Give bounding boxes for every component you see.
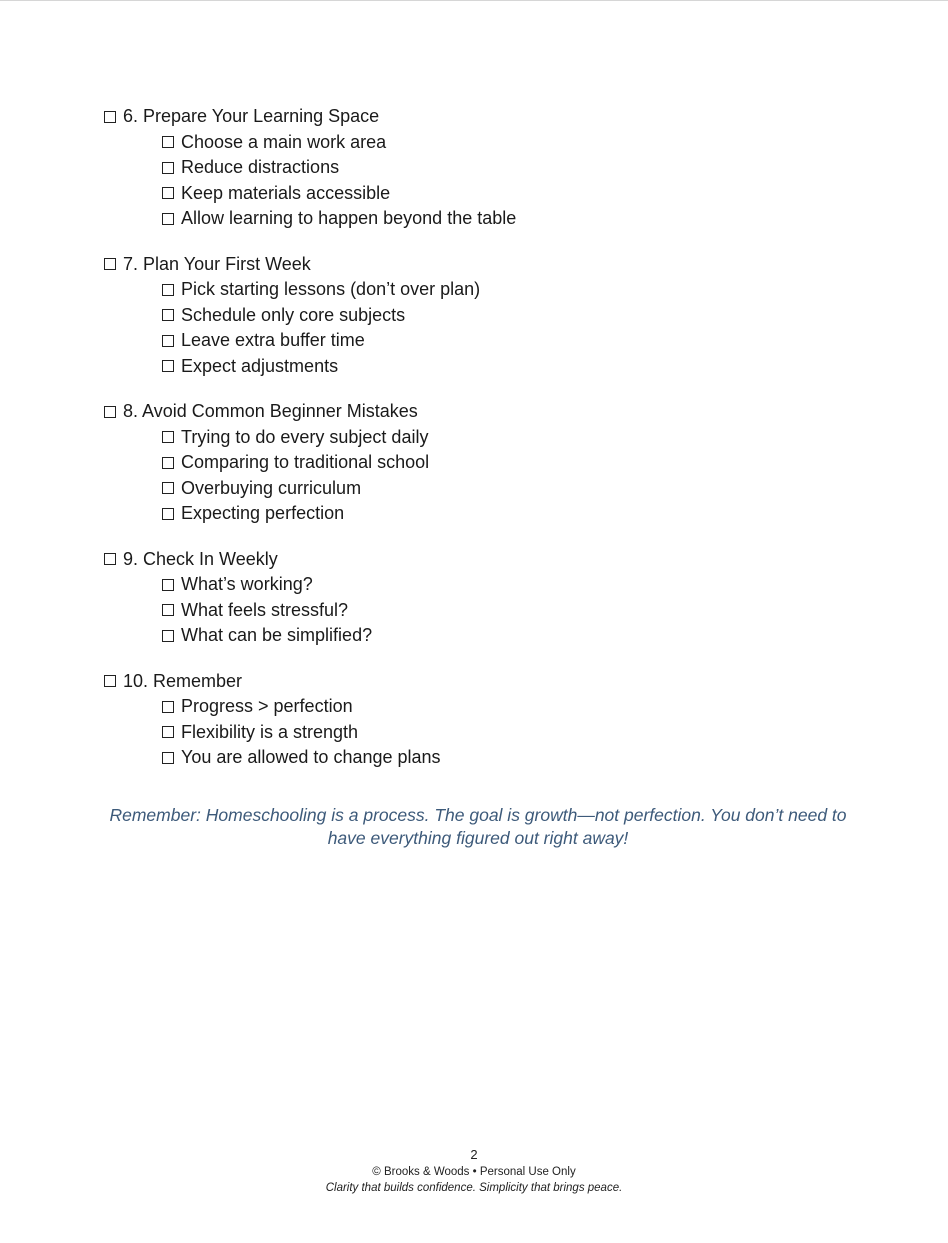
checklist-item (162, 425, 864, 451)
checklist-item-label: Overbuying curriculum (181, 477, 362, 498)
checkbox-icon[interactable] (104, 111, 116, 123)
checkbox-icon[interactable] (162, 360, 174, 372)
checklist (104, 104, 864, 791)
checklist-item-label: Trying to do every subject daily (181, 426, 429, 447)
checklist-item (162, 623, 864, 649)
checklist-item (162, 277, 864, 303)
checklist-item-label: Schedule only core subjects (181, 304, 406, 325)
checkbox-icon[interactable] (162, 726, 174, 738)
checklist-item-label: Pick starting lessons (don’t over plan) (181, 279, 481, 299)
checklist-item (162, 720, 864, 746)
checklist-item (162, 354, 864, 380)
section-title: 10. Remember (123, 670, 243, 691)
reminder-note: Remember: Homeschooling is a process. The goal is growth—not perfection. You don’t need to have everything figured out right away! (109, 805, 847, 848)
checklist-item-label: Leave extra buffer time (181, 330, 365, 350)
checklist-item-label: You are allowed to change plans (181, 747, 441, 767)
checklist-item (162, 206, 864, 232)
checklist-item (162, 130, 864, 156)
checklist-item-label: Keep materials accessible (181, 182, 391, 203)
checklist-item (162, 501, 864, 527)
checkbox-icon[interactable] (162, 457, 174, 469)
copyright-notice: © Brooks & Woods • Personal Use Only (372, 1166, 576, 1178)
checklist-item-label: Allow learning to happen beyond the table (181, 208, 517, 228)
checklist-item-label: Expect adjustments (181, 355, 339, 376)
checklist-section-10 (104, 669, 864, 771)
checklist-section-7 (104, 252, 864, 380)
checklist-section-6 (104, 104, 864, 232)
checklist-section-9 (104, 547, 864, 649)
checklist-item (162, 745, 864, 771)
checklist-item (162, 155, 864, 181)
checklist-item-label: Reduce distractions (181, 157, 340, 177)
checklist-item-label: Expecting perfection (181, 503, 345, 523)
checklist-item (162, 694, 864, 720)
page-top-border (0, 0, 948, 1)
checklist-item-label: Progress > perfection (181, 696, 353, 716)
checklist-item-label: What can be simplified? (181, 625, 373, 645)
checkbox-icon[interactable] (162, 752, 174, 764)
checklist-item (162, 450, 864, 476)
checklist-item-label: Comparing to traditional school (181, 452, 430, 472)
checklist-item (162, 572, 864, 598)
checkbox-icon[interactable] (162, 508, 174, 520)
checklist-item-label: What feels stressful? (181, 599, 349, 620)
checkbox-icon[interactable] (162, 213, 174, 225)
page-footer (0, 1146, 948, 1196)
page-number: 2 (470, 1147, 478, 1162)
checkbox-icon[interactable] (162, 630, 174, 642)
checkbox-icon[interactable] (162, 482, 174, 494)
checklist-item (162, 181, 864, 207)
checkbox-icon[interactable] (162, 284, 174, 296)
checklist-item (162, 476, 864, 502)
checkbox-icon[interactable] (162, 604, 174, 616)
checklist-item-label: Flexibility is a strength (181, 721, 359, 742)
section-title: 6. Prepare Your Learning Space (123, 106, 380, 126)
checkbox-icon[interactable] (104, 675, 116, 687)
checklist-item (162, 598, 864, 624)
checkbox-icon[interactable] (162, 431, 174, 443)
checkbox-icon[interactable] (162, 187, 174, 199)
footer-tagline: Clarity that builds confidence. Simplicity that brings peace. (325, 1182, 623, 1194)
section-title: 7. Plan Your First Week (123, 253, 311, 274)
section-heading (104, 669, 864, 695)
checkbox-icon[interactable] (162, 701, 174, 713)
section-heading (104, 547, 864, 573)
section-heading (104, 399, 864, 425)
checkbox-icon[interactable] (162, 162, 174, 174)
checkbox-icon[interactable] (104, 258, 116, 270)
checkbox-icon[interactable] (162, 579, 174, 591)
checklist-item (162, 328, 864, 354)
checkbox-icon[interactable] (104, 406, 116, 418)
checklist-item (162, 303, 864, 329)
checkbox-icon[interactable] (162, 335, 174, 347)
checklist-item-label: Choose a main work area (181, 131, 387, 152)
section-heading (104, 104, 864, 130)
section-title: 9. Check In Weekly (123, 548, 278, 569)
checkbox-icon[interactable] (162, 136, 174, 148)
checkbox-icon[interactable] (104, 553, 116, 565)
checkbox-icon[interactable] (162, 309, 174, 321)
section-heading (104, 252, 864, 278)
checklist-section-8 (104, 399, 864, 527)
checklist-item-label: What’s working? (181, 574, 313, 594)
section-title: 8. Avoid Common Beginner Mistakes (123, 401, 418, 421)
